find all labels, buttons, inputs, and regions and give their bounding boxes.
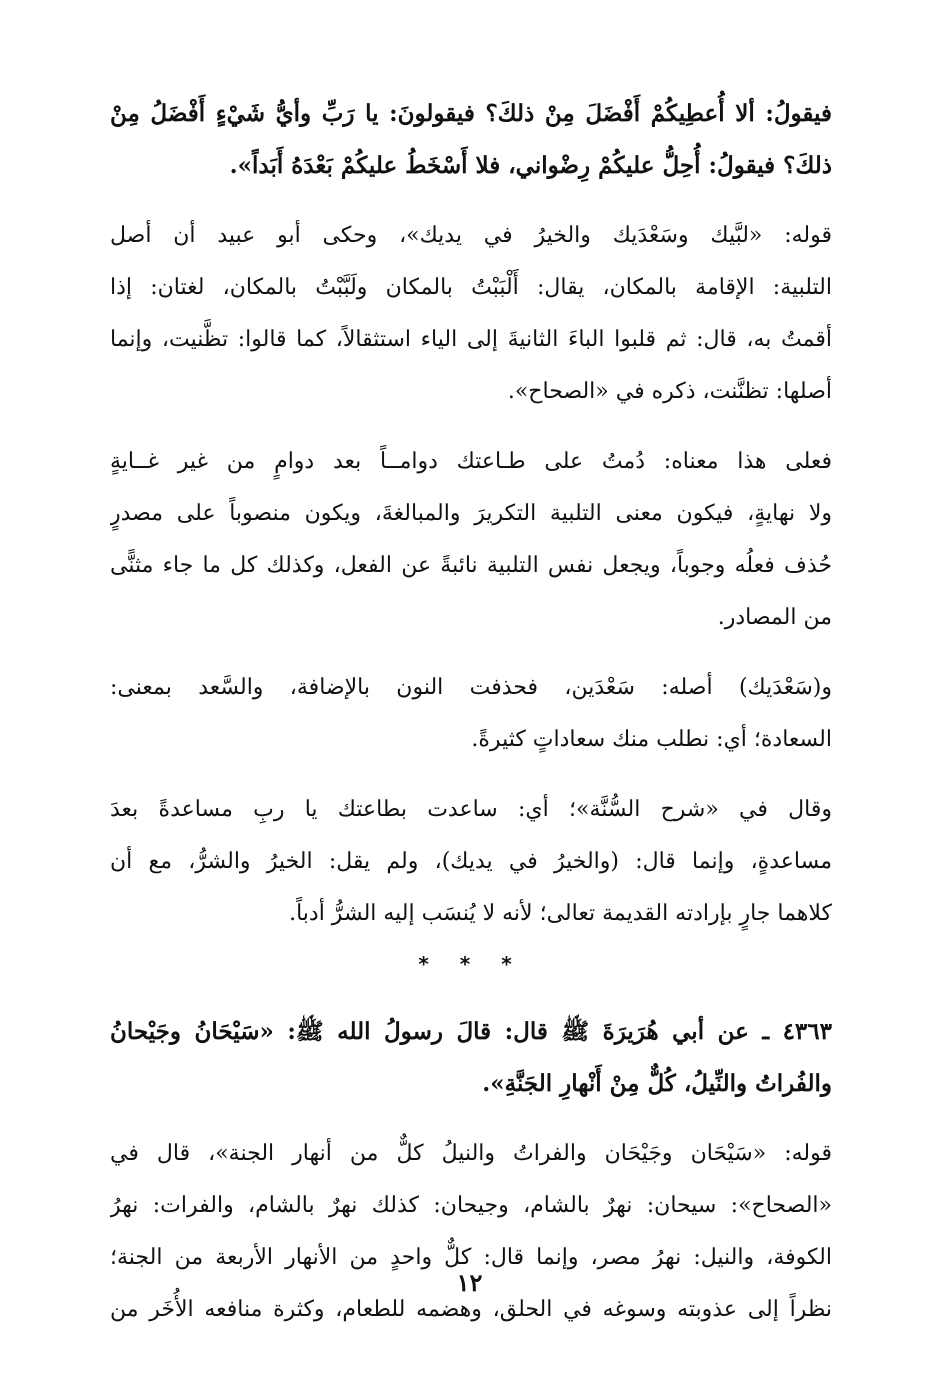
- text-line: السعادة؛ أي: نطلب منك سعاداتٍ كثيرةً.: [471, 727, 832, 752]
- text-line: ذلكَ؟ فيقولُ: أُحِلُّ عليكُمْ رِضْواني، فلا أَسْخَطُ عليكُمْ بَعْدَهُ أَبَداً».: [229, 152, 832, 179]
- text-line: ٤٣٦٣ ـ عن أبي هُرَيرَةَ ﷺ قال: قالَ رسولُ الله ﷺ: «سَيْحَانُ وجَيْحانُ: [110, 1018, 832, 1045]
- text-line: فعلى هذا معناه: دُمتُ على طـاعتك دوامــاً بعد دوامٍ من غير غــايةٍ: [110, 449, 832, 474]
- page-number: ١٢: [456, 1268, 483, 1297]
- text-line: مساعدةٍ، وإنما قال: (والخيرُ في يديك)، ولم يقل: الخيرُ والشرُّ، مع أن: [110, 849, 832, 874]
- text-line: والفُراتُ والنِّيلُ، كُلٌّ مِنْ أَنْهارِ الجَنَّةِ».: [482, 1070, 832, 1097]
- text-line: نظراً إلى عذوبته وسوغه في الحلق، وهضمه للطعام، وكثرة منافعه الأُخَر من: [110, 1297, 832, 1322]
- text-line: قوله: «سَيْحَان وجَيْحَان والفراتُ والنيلُ كلٌّ من أنهار الجنة»، قال في: [110, 1141, 832, 1166]
- paragraph-talbiya-commentary: [110, 210, 832, 418]
- text-line: كلاهما جارٍ بإرادته القديمة تعالى؛ لأنه لا يُنسَب إليه الشرُّ أدباً.: [289, 901, 832, 926]
- text-line: فيقولُ: ألا أُعطِيكُمْ أَفْضَلَ مِنْ ذلكَ؟ فيقولونَ: يا رَبِّ وأيُّ شَيْءٍ أَفْضَلُ مِنْ: [110, 100, 832, 127]
- text-line: أصلها: تظنَّنت، ذكره في «الصحاح».: [507, 379, 832, 404]
- paragraph-sadayk: [110, 662, 832, 766]
- text-line: و(سَعْدَيك) أصله: سَعْدَين، فحذفت النون بالإضافة، والسَّعد بمعنى:: [110, 675, 832, 700]
- text-line: أقمتُ به، قال: ثم قلبوا الباءَ الثانيةَ إلى الياء استثقالاً، كما قالوا: تظَّنيت، وإنما: [110, 327, 832, 352]
- text-line: من المصادر.: [717, 605, 832, 630]
- section-separator: * * *: [418, 952, 524, 976]
- text-line: وقال في «شرح السُّنَّة»؛ أي: ساعدت بطاعتك يا ربِ مساعدةً بعدَ: [110, 797, 832, 822]
- text-line: قوله: «لبَّيك وسَعْدَيك والخيرُ في يديك»، وحكى أبو عبيد أن أصل: [110, 223, 832, 248]
- paragraph-hadith-4363: [110, 1006, 832, 1110]
- text-line: حُذف فعلُه وجوباً، ويجعل نفس التلبية نائبةً عن الفعل، وكذلك كل ما جاء مثنًّى: [110, 553, 832, 578]
- paragraph-meaning: [110, 436, 832, 644]
- text-line: الكوفة، والنيل: نهرُ مصر، وإنما قال: كلٌّ واحدٍ من الأنهار الأربعة من الجنة؛: [110, 1245, 832, 1270]
- text-line: التلبية: الإقامة بالمكان، يقال: أَلْبَبْتُ بالمكان ولَبَّبْتُ بالمكان، لغتان: إذا: [110, 275, 832, 300]
- paragraph-hadith-ending: [110, 88, 832, 192]
- page-body: [110, 88, 832, 1336]
- paragraph-rivers-commentary: [110, 1128, 832, 1336]
- paragraph-sharh-sunna: [110, 784, 832, 940]
- text-line: ولا نهايةٍ، فيكون معنى التلبية التكريرَ والمبالغةَ، ويكون منصوباً على مصدرٍ: [110, 501, 832, 526]
- text-line: «الصحاح»: سيحان: نهرٌ بالشام، وجيحان: كذلك نهرٌ بالشام، والفرات: نهرُ: [110, 1193, 832, 1218]
